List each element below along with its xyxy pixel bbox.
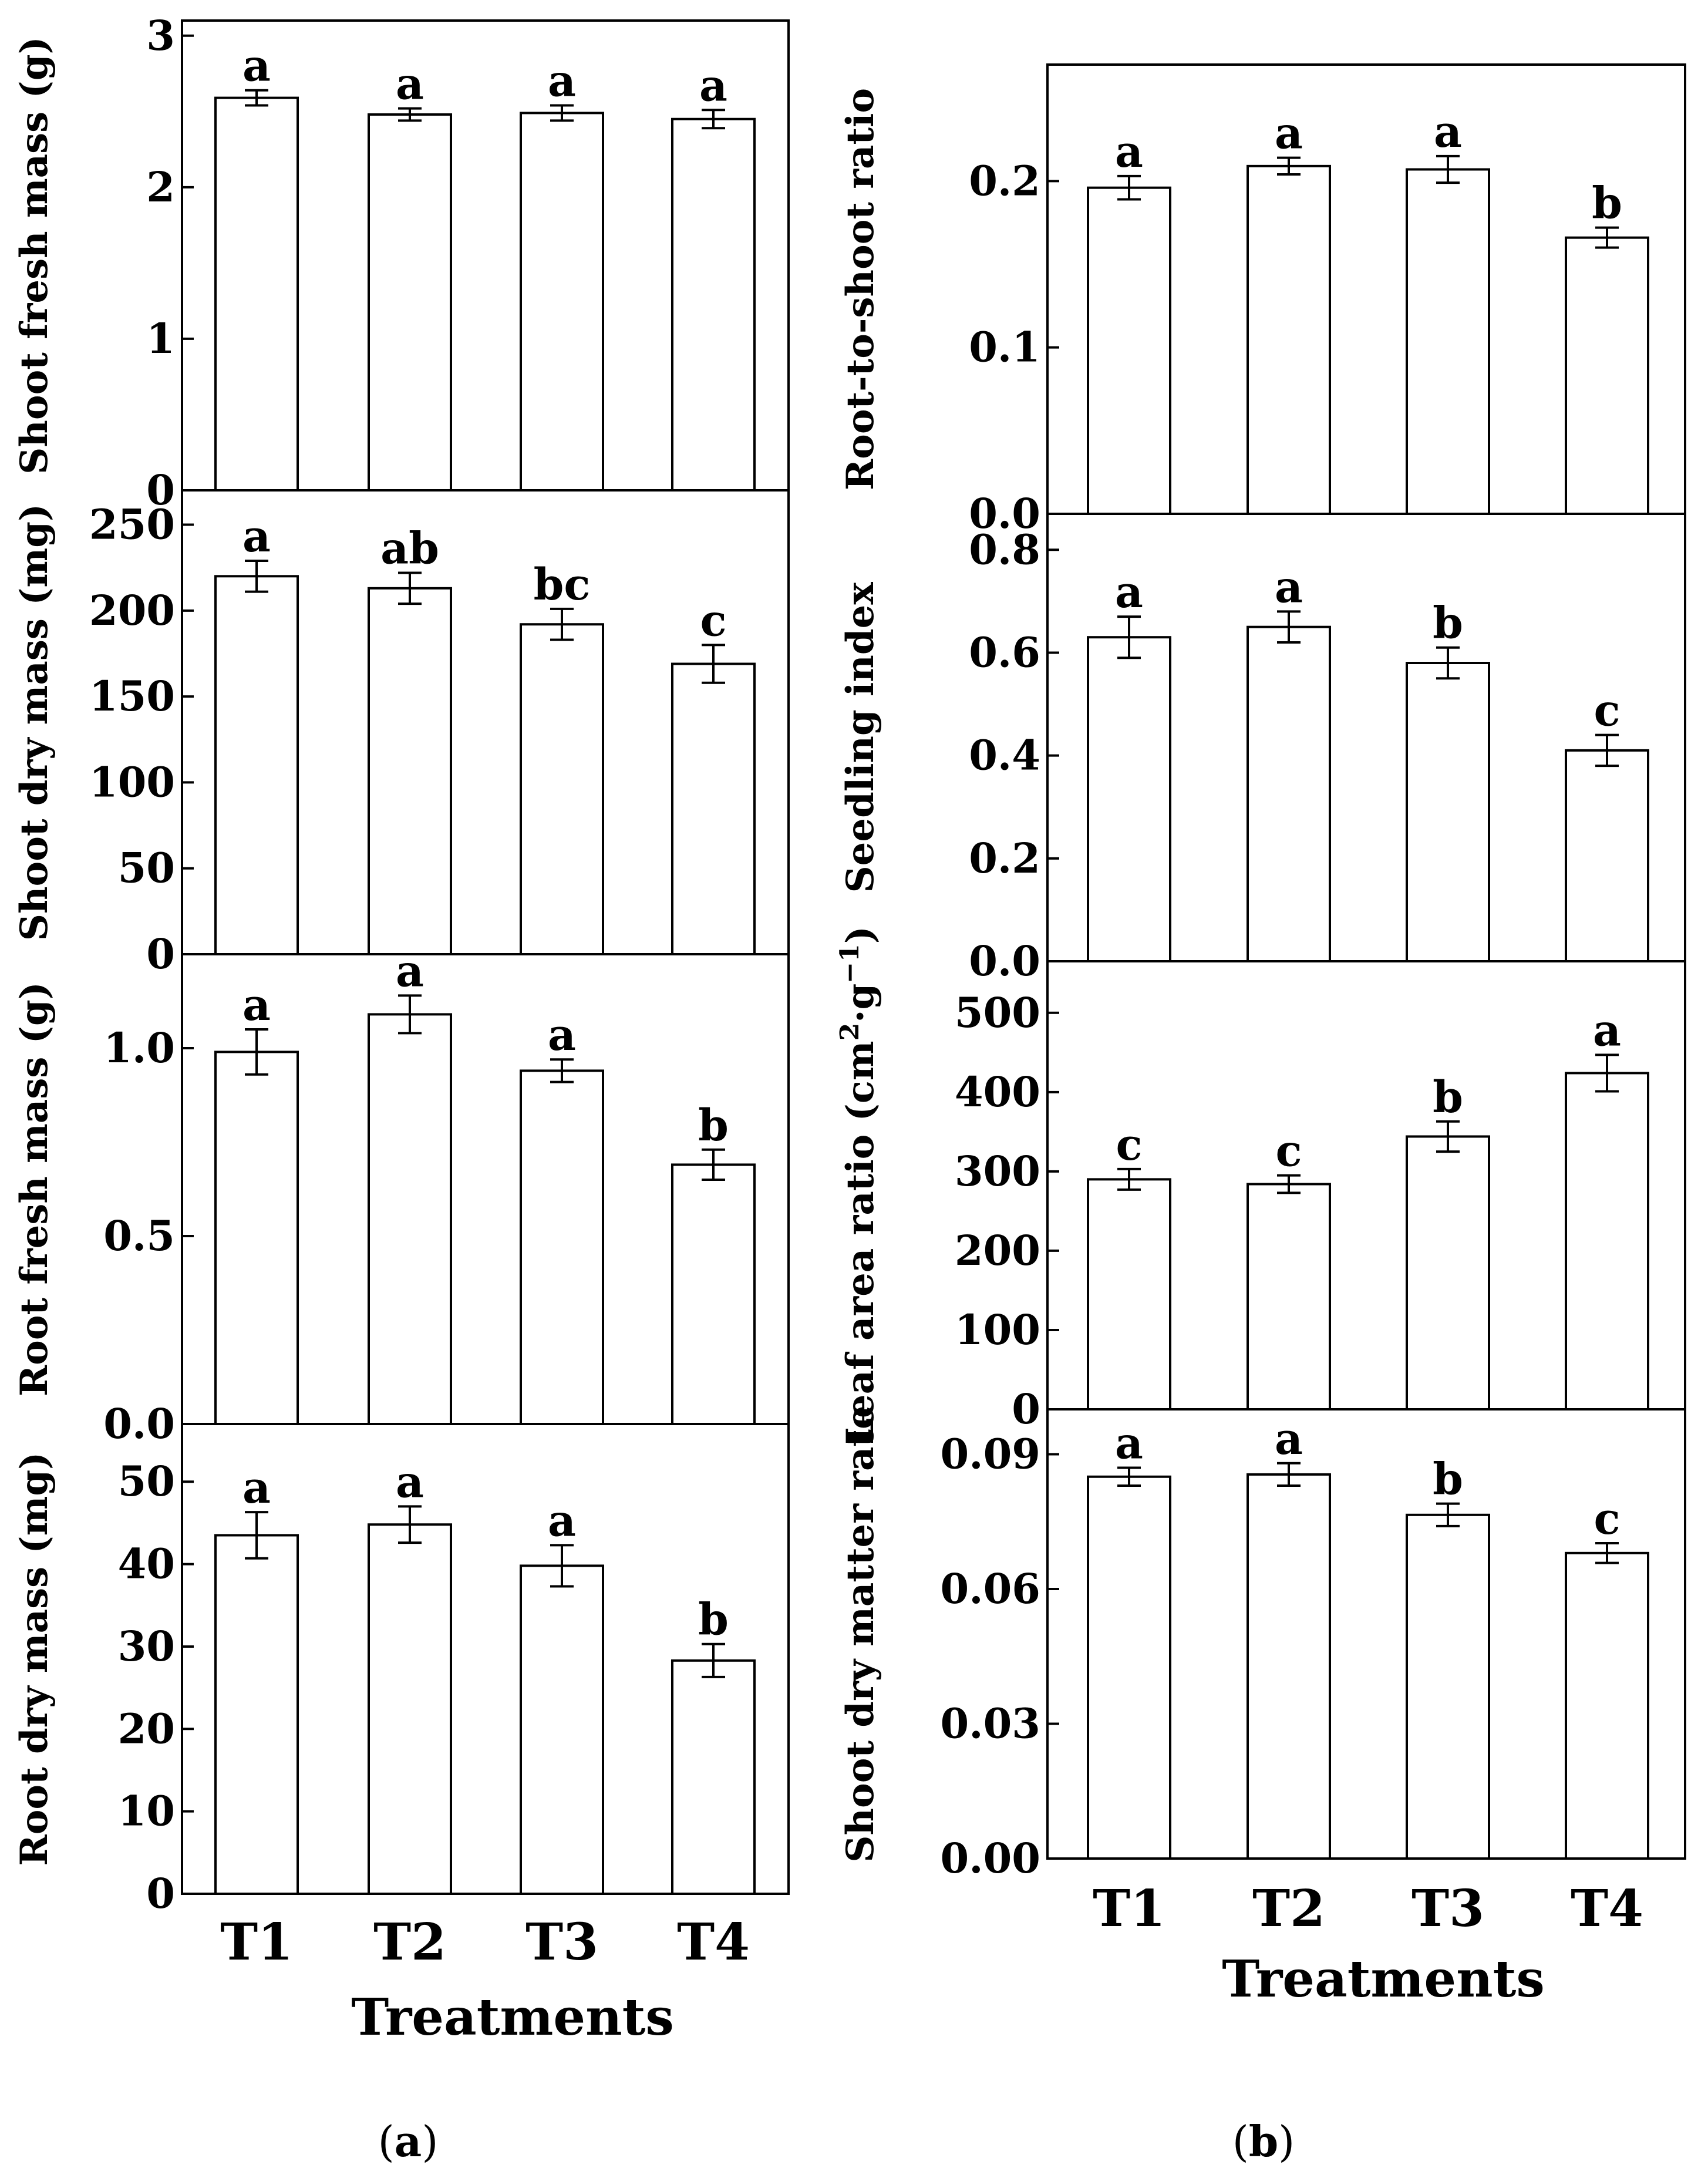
significance-letter: a (548, 1010, 576, 1061)
y-tick-label: 100 (954, 1305, 1040, 1354)
significance-letter: a (1115, 1418, 1143, 1469)
significance-letter: c (1594, 685, 1621, 736)
significance-letter: a (242, 1463, 271, 1514)
chart-panel-b4 (838, 1405, 1685, 1883)
x-axis-title: Treatments (351, 1988, 674, 2047)
y-tick-label: 10 (117, 1786, 175, 1836)
y-tick-label: 0.2 (969, 156, 1040, 206)
x-tick-label: T2 (1252, 1879, 1325, 1938)
significance-letter: b (1592, 178, 1622, 229)
y-axis-label: Shoot fresh mass (g) (12, 36, 56, 474)
y-tick-label: 100 (89, 758, 175, 807)
bar (521, 113, 603, 490)
bar (1248, 1184, 1330, 1409)
y-tick-label: 200 (954, 1226, 1040, 1275)
significance-letter: a (242, 980, 271, 1031)
y-tick-label: 200 (89, 585, 175, 635)
y-tick-label: 300 (954, 1146, 1040, 1196)
x-tick-label: T2 (373, 1913, 446, 1972)
panels (12, 11, 1685, 1918)
significance-letter: a (242, 511, 271, 562)
significance-letter: a (396, 946, 424, 997)
significance-letter: a (548, 1496, 576, 1547)
panel-caption-a: (a) (378, 2116, 439, 2166)
y-tick-label: 0.09 (940, 1429, 1040, 1479)
y-tick-label: 40 (117, 1539, 175, 1588)
y-tick-label: 0.03 (940, 1699, 1040, 1748)
bar (521, 624, 603, 954)
bar (369, 1014, 451, 1424)
y-tick-label: 0.8 (969, 525, 1040, 574)
significance-letter: b (698, 1594, 729, 1645)
chart-panel-b1 (838, 65, 1685, 538)
y-tick-label: 500 (954, 988, 1040, 1037)
x-axis-title: Treatments (1222, 1950, 1545, 2009)
bar (1248, 166, 1330, 514)
y-tick-label: 400 (954, 1067, 1040, 1116)
x-tick-label: T4 (677, 1913, 750, 1972)
y-tick-label: 0.5 (103, 1211, 175, 1260)
y-tick-label: 0.0 (969, 489, 1040, 538)
y-tick-label: 0.06 (940, 1564, 1040, 1613)
y-tick-label: 0.6 (969, 628, 1040, 677)
bar (1407, 1136, 1489, 1409)
y-axis-label: Leaf area ratio $(cm^2\cdot g^{-1})$ (834, 925, 882, 1445)
significance-letter: a (1275, 108, 1303, 159)
chart-panel-a2 (12, 490, 789, 978)
significance-letter: b (698, 1100, 729, 1151)
bar (1566, 1553, 1648, 1859)
y-axis-label: Seedling index (838, 582, 882, 893)
bar (672, 1164, 754, 1424)
bar (672, 664, 754, 954)
y-tick-label: 250 (89, 500, 175, 549)
y-tick-label: 2 (146, 162, 175, 211)
chart-panel-b2 (838, 514, 1685, 985)
panel-caption-a-letter: a (394, 2116, 422, 2166)
x-tick-label: T4 (1571, 1879, 1643, 1938)
bar (1407, 170, 1489, 514)
y-tick-label: 0 (146, 930, 175, 978)
y-tick-label: 3 (146, 11, 175, 60)
y-tick-label: 0.1 (969, 322, 1040, 372)
significance-letter: a (1593, 1005, 1621, 1056)
y-axis-label: Shoot dry mass (mg) (12, 503, 56, 941)
y-tick-label: 20 (117, 1704, 175, 1753)
y-tick-label: 1 (146, 314, 175, 363)
bar (1248, 627, 1330, 961)
chart-panel-a3 (12, 946, 789, 1448)
bar (1088, 637, 1170, 961)
bar (1566, 238, 1648, 514)
x-tick-label: T3 (1411, 1879, 1484, 1938)
y-axis-label: Root dry mass (mg) (12, 1452, 56, 1866)
significance-letter: c (1275, 1126, 1302, 1177)
x-tick-label: T1 (1093, 1879, 1165, 1938)
bar (521, 1566, 603, 1894)
y-tick-label: 0 (146, 466, 175, 514)
significance-letter: c (700, 595, 727, 647)
significance-letter: a (242, 41, 271, 92)
bar (521, 1070, 603, 1424)
y-tick-label: 150 (89, 672, 175, 721)
significance-letter: a (396, 1457, 424, 1508)
y-axis-label: Root-to-shoot ratio (838, 87, 882, 491)
significance-letter: bc (533, 559, 591, 610)
bar (1088, 188, 1170, 514)
significance-letter: a (548, 56, 576, 107)
superscript: −1 (834, 944, 865, 984)
bar (215, 1052, 298, 1424)
bar (369, 115, 451, 490)
y-tick-label: 0.0 (969, 937, 1040, 985)
significance-letter: c (1116, 1119, 1143, 1170)
x-tick-label: T1 (220, 1913, 293, 1972)
significance-letter: a (1115, 567, 1143, 618)
chart-panel-a1 (12, 11, 789, 514)
bar (369, 1524, 451, 1894)
significance-letter: b (1433, 598, 1463, 649)
bar (1088, 1477, 1170, 1859)
chart-panel-a4 (12, 1424, 789, 1918)
bar (215, 1535, 298, 1894)
y-tick-label: 0.0 (103, 1399, 175, 1448)
significance-letter: b (1433, 1454, 1463, 1505)
significance-letter: a (1434, 106, 1462, 157)
y-tick-label: 0 (1012, 1385, 1040, 1433)
significance-letter: a (1275, 1413, 1303, 1465)
significance-letter: ab (380, 523, 439, 574)
y-axis-label: Shoot dry matter rate (838, 1405, 882, 1863)
y-tick-label: 50 (117, 1457, 175, 1506)
y-axis-label: Root fresh mass (g) (12, 981, 56, 1397)
y-tick-label: 30 (117, 1621, 175, 1671)
bar (1248, 1474, 1330, 1859)
significance-letter: a (396, 59, 424, 110)
x-tick-label: T3 (525, 1913, 598, 1972)
bar (1407, 663, 1489, 961)
bar (1407, 1515, 1489, 1859)
bar (672, 119, 754, 490)
panel-caption-b: (b) (1232, 2116, 1295, 2166)
bar (215, 576, 298, 954)
significance-letter: a (699, 60, 727, 112)
bar (1566, 1073, 1648, 1409)
superscript: 2 (834, 1022, 865, 1041)
significance-letter: b (1433, 1072, 1463, 1123)
panel-caption-b-letter: b (1248, 2116, 1279, 2166)
y-tick-label: 0.00 (940, 1834, 1040, 1883)
significance-letter: a (1275, 562, 1303, 613)
bar (1088, 1179, 1170, 1409)
y-tick-label: 50 (117, 843, 175, 893)
y-tick-label: 0 (146, 1869, 175, 1918)
y-tick-label: 0.4 (969, 730, 1040, 780)
y-tick-label: 1.0 (103, 1024, 175, 1072)
bar (215, 98, 298, 490)
bar (369, 588, 451, 954)
bar (1566, 750, 1648, 961)
y-tick-label: 0.2 (969, 833, 1040, 883)
significance-letter: c (1594, 1493, 1621, 1544)
chart-panel-b3 (835, 926, 1686, 1445)
significance-letter: a (1115, 126, 1143, 177)
bar (672, 1661, 754, 1894)
